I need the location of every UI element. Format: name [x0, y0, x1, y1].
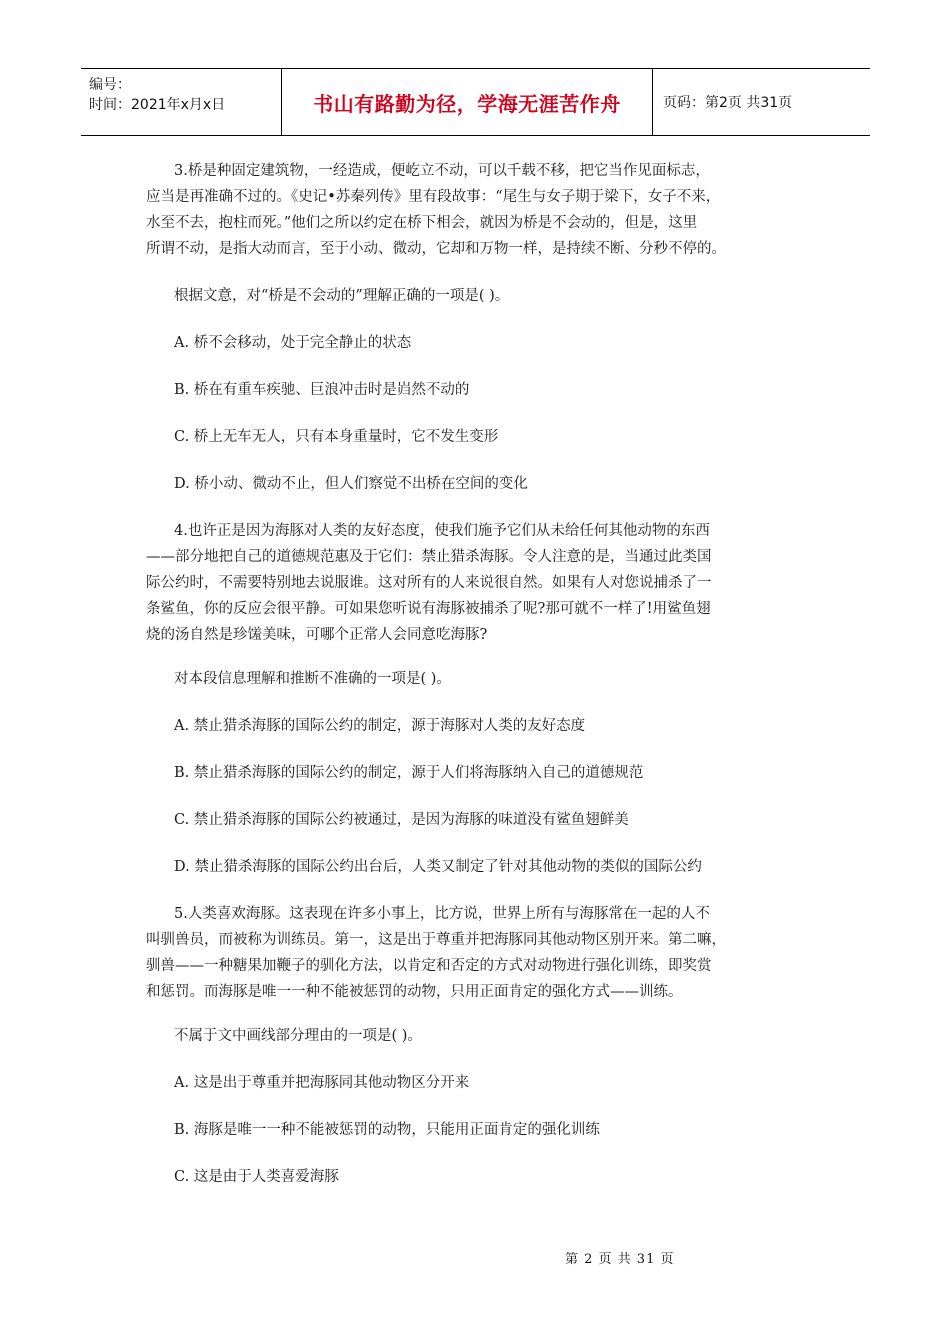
q3-line-3: 水至不去，抱柱而死。”他们之所以约定在桥下相会，就因为桥是不会动的，但是，这里 — [146, 215, 698, 231]
q5-question: 不属于文中画线部分理由的一项是( )。 — [174, 1028, 422, 1044]
q5-line-3: 驯兽——一种糖果加鞭子的驯化方法，以肯定和否定的方式对动物进行强化训练，即奖赏 — [146, 958, 712, 974]
q4-line-3: 际公约时，不需要特别地去说服谁。这对所有的人来说很自然。如果有人对您说捕杀了一 — [146, 575, 712, 591]
q4-question: 对本段信息理解和推断不准确的一项是( )。 — [174, 671, 451, 687]
page-header — [81, 68, 870, 136]
q4-line-5: 烧的汤自然是珍馐美味，可哪个正常人会同意吃海豚? — [146, 627, 488, 643]
header-motto-cell — [282, 69, 653, 135]
q4-line-4: 条鲨鱼，你的反应会很平静。可如果您听说有海豚被捕杀了呢?那可就不一样了!用鲨鱼翅 — [146, 601, 711, 617]
q5-option-a: A. 这是出于尊重并把海豚同其他动物区分开来 — [174, 1075, 470, 1091]
q3-passage — [146, 158, 814, 262]
q5-option-c: C. 这是由于人类喜爱海豚 — [174, 1169, 339, 1185]
q4-option-a: A. 禁止猎杀海豚的国际公约的制定，源于海豚对人类的友好态度 — [174, 718, 586, 734]
q4-option-c: C. 禁止猎杀海豚的国际公约被通过，是因为海豚的味道没有鲨鱼翅鲜美 — [174, 812, 629, 828]
q4-option-b: B. 禁止猎杀海豚的国际公约的制定，源于人们将海豚纳入自己的道德规范 — [174, 765, 644, 781]
q3-line-2: 应当是再准确不过的。《史记•苏秦列传》里有段故事：“尾生与女子期于梁下，女子不来， — [146, 189, 721, 205]
q3-question: 根据文意，对“桥是不会动的”理解正确的一项是( )。 — [174, 288, 510, 304]
q3-line-4: 所谓不动，是指大动而言，至于小动、微动，它却和万物一样，是持续不断、分秒不停的。 — [146, 241, 726, 257]
number-label: 编号： — [89, 77, 131, 93]
header-meta — [81, 69, 282, 135]
header-page-cell — [653, 69, 870, 135]
q5-option-b: B. 海豚是唯一一种不能被惩罚的动物，只能用正面肯定的强化训练 — [174, 1122, 600, 1138]
q5-line-2: 叫驯兽员，而被称为训练员。第一，这是出于尊重并把海豚同其他动物区别开来。第二嘛， — [146, 932, 726, 948]
page-footer: 第 2 页 共 31 页 — [565, 1252, 675, 1267]
q3-line-1: 3.桥是种固定建筑物，一经造成，便屹立不动，可以千载不移，把它当作见面标志， — [174, 163, 710, 179]
motto: 书山有路勤为径，学海无涯苦作舟 — [313, 91, 621, 116]
page-label: 页码：第2页 共31页 — [663, 95, 793, 111]
q4-line-1: 4.也许正是因为海豚对人类的友好态度，使我们施予它们从未给任何其他动物的东西 — [174, 523, 710, 539]
q3-option-c: C. 桥上无车无人，只有本身重量时，它不发生变形 — [174, 429, 499, 445]
q4-passage — [146, 518, 814, 648]
q5-line-1: 5.人类喜欢海豚。这表现在许多小事上，比方说，世界上所有与海豚常在一起的人不 — [174, 906, 710, 922]
q3-option-a: A. 桥不会移动，处于完全静止的状态 — [174, 335, 412, 351]
q5-passage — [146, 901, 814, 1005]
q4-option-d: D. 禁止猎杀海豚的国际公约出台后，人类又制定了针对其他动物的类似的国际公约 — [174, 859, 702, 875]
q3-option-b: B. 桥在有重车疾驰、巨浪冲击时是岿然不动的 — [174, 382, 470, 398]
q5-line-4: 和惩罚。而海豚是唯一一种不能被惩罚的动物，只用正面肯定的强化方式——训练。 — [146, 984, 683, 1000]
time-label: 时间：2021年x月x日 — [89, 97, 226, 113]
q3-option-d: D. 桥小动、微动不止，但人们察觉不出桥在空间的变化 — [174, 476, 528, 492]
q4-line-2: ——部分地把自己的道德规范惠及于它们：禁止猎杀海豚。令人注意的是，当通过此类国 — [146, 549, 712, 565]
